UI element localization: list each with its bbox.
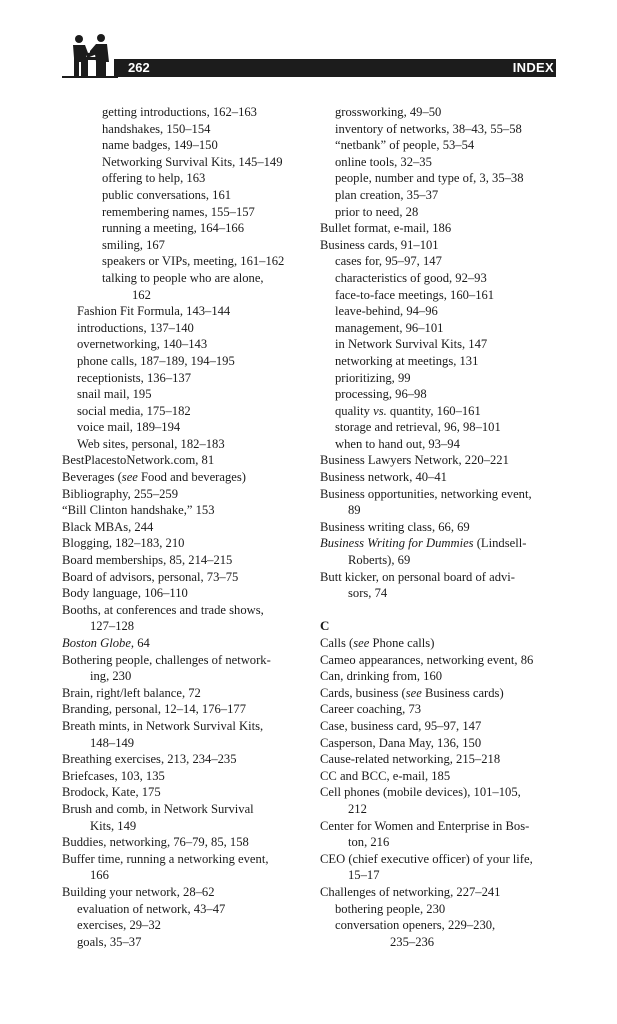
- index-entry: receptionists, 136–137: [77, 370, 192, 385]
- index-entry: storage and retrieval, 96, 98–101: [335, 420, 501, 435]
- index-entry: Casperson, Dana May, 136, 150: [320, 735, 482, 750]
- index-entry: remembering names, 155–157: [102, 204, 255, 219]
- index-entry: 235–236: [390, 934, 435, 949]
- header-bar: [114, 59, 556, 77]
- index-entry: sors, 74: [348, 586, 388, 601]
- index-entry: Brush and comb, in Network Survival: [62, 801, 254, 816]
- index-entry: conversation openers, 229–230,: [335, 918, 496, 933]
- index-entry: Bothering people, challenges of network-: [62, 652, 271, 667]
- page-number: 262: [128, 60, 150, 75]
- index-entry: characteristics of good, 92–93: [335, 270, 487, 285]
- index-entry: handshakes, 150–154: [102, 121, 211, 136]
- index-entry: Can, drinking from, 160: [320, 669, 443, 684]
- index-entry: grossworking, 49–50: [335, 105, 442, 119]
- index-entry: face-to-face meetings, 160–161: [335, 287, 495, 302]
- index-entry: Breath mints, in Network Survival Kits,: [62, 718, 264, 733]
- index-entry: Kits, 149: [90, 818, 137, 833]
- index-entry: public conversations, 161: [102, 187, 232, 202]
- index-entry: 89: [348, 503, 361, 518]
- index-entry: Business Writing for Dummies (Lindsell-: [320, 536, 527, 551]
- page-header: [62, 30, 556, 78]
- index-entry: 148–149: [90, 735, 135, 750]
- index-entry: Booths, at conferences and trade shows,: [62, 602, 264, 617]
- index-entry: offering to help, 163: [102, 171, 206, 186]
- index-entry: quality vs. quantity, 160–161: [335, 403, 481, 418]
- index-entry: cases for, 95–97, 147: [335, 254, 442, 269]
- index-entry: CC and BCC, e-mail, 185: [320, 768, 451, 783]
- index-entry: Cell phones (mobile devices), 101–105,: [320, 785, 521, 800]
- index-entry: exercises, 29–32: [77, 918, 161, 933]
- section-title: INDEX: [512, 60, 554, 75]
- index-entry: Bibliography, 255–259: [62, 486, 179, 501]
- index-entry: Challenges of networking, 227–241: [320, 884, 501, 899]
- index-entry: Fashion Fit Formula, 143–144: [77, 304, 231, 319]
- index-entry: Board of advisors, personal, 73–75: [62, 569, 239, 584]
- index-entry: Career coaching, 73: [320, 702, 422, 717]
- index-entry: overnetworking, 140–143: [77, 337, 208, 352]
- index-entry: online tools, 32–35: [335, 154, 432, 169]
- index-entry: Business Lawyers Network, 220–221: [320, 453, 509, 468]
- index-entry: Calls (see Phone calls): [320, 636, 435, 650]
- index-entry: ing, 230: [90, 669, 132, 684]
- index-entry: running a meeting, 164–166: [102, 221, 245, 236]
- index-entry: Branding, personal, 12–14, 176–177: [62, 702, 246, 717]
- index-entry: Butt kicker, on personal board of advi-: [320, 569, 515, 584]
- index-entry: Networking Survival Kits, 145–149: [102, 154, 283, 169]
- index-entry: 162: [132, 287, 151, 302]
- index-entry: “Bill Clinton handshake,” 153: [62, 503, 215, 518]
- index-entry: people, number and type of, 3, 35–38: [335, 171, 524, 186]
- index-letter-heading: C: [320, 618, 330, 634]
- index-entry: 127–128: [90, 619, 135, 634]
- index-entry: Breathing exercises, 213, 234–235: [62, 752, 237, 767]
- index-entry: bothering people, 230: [335, 901, 446, 916]
- index-column-left: [62, 104, 312, 950]
- index-entry: Board memberships, 85, 214–215: [62, 553, 233, 568]
- index-entry: BestPlacestoNetwork.com, 81: [62, 453, 215, 468]
- index-entry: goals, 35–37: [77, 934, 142, 949]
- index-entry: Beverages (see Food and beverages): [62, 470, 246, 485]
- index-entry: smiling, 167: [102, 237, 165, 252]
- index-entry: introductions, 137–140: [77, 320, 194, 335]
- handshake-people-icon: [62, 30, 118, 78]
- index-entry: Cameo appearances, networking event, 86: [320, 652, 534, 667]
- index-entry: Body language, 106–110: [62, 586, 188, 601]
- index-entry: processing, 96–98: [335, 387, 427, 402]
- index-entry: Brain, right/left balance, 72: [62, 685, 201, 700]
- index-entry: Business network, 40–41: [320, 470, 447, 485]
- index-entry: talking to people who are alone,: [102, 270, 264, 285]
- index-column-right: [320, 104, 560, 950]
- index-entry: ton, 216: [348, 835, 390, 850]
- index-entry: when to hand out, 93–94: [335, 436, 460, 451]
- index-entry: networking at meetings, 131: [335, 353, 479, 368]
- index-entry: 166: [90, 868, 109, 883]
- index-entry: Cause-related networking, 215–218: [320, 752, 501, 767]
- index-entry: 15–17: [348, 868, 380, 883]
- index-entry: Case, business card, 95–97, 147: [320, 718, 482, 733]
- index-entry: Building your network, 28–62: [62, 884, 215, 899]
- index-entry: name badges, 149–150: [102, 138, 218, 153]
- index-entry: Business opportunities, networking event,: [320, 486, 532, 501]
- index-entry: Buffer time, running a networking event,: [62, 851, 269, 866]
- index-entry: leave-behind, 94–96: [335, 304, 438, 319]
- index-entry: CEO (chief executive officer) of your life,: [320, 851, 533, 866]
- index-entry: evaluation of network, 43–47: [77, 901, 226, 916]
- index-entry: getting introductions, 162–163: [102, 105, 257, 119]
- index-entry: Cards, business (see Business cards): [320, 685, 504, 700]
- index-entry: Black MBAs, 244: [62, 519, 154, 534]
- index-entry: inventory of networks, 38–43, 55–58: [335, 121, 522, 136]
- index-entry: plan creation, 35–37: [335, 187, 439, 202]
- index-entry: Business writing class, 66, 69: [320, 519, 470, 534]
- index-entry: Boston Globe, 64: [62, 636, 150, 650]
- index-entry: “netbank” of people, 53–54: [335, 138, 475, 153]
- index-spacer: [320, 602, 560, 619]
- index-entry: voice mail, 189–194: [77, 420, 181, 435]
- index-entry: Brodock, Kate, 175: [62, 785, 161, 800]
- index-entry: Blogging, 182–183, 210: [62, 536, 185, 551]
- index-entry: Roberts), 69: [348, 553, 411, 568]
- index-entry: Business cards, 91–101: [320, 237, 439, 252]
- index-entry: speakers or VIPs, meeting, 161–162: [102, 254, 285, 269]
- index-entry: in Network Survival Kits, 147: [335, 337, 488, 352]
- index-entry: Bullet format, e-mail, 186: [320, 221, 452, 236]
- index-entry: 212: [348, 801, 367, 816]
- index-entry: social media, 175–182: [77, 403, 191, 418]
- index-entry: snail mail, 195: [77, 387, 152, 402]
- index-entry: prioritizing, 99: [335, 370, 411, 385]
- index-entry: Center for Women and Enterprise in Bos-: [320, 818, 530, 833]
- index-entry: management, 96–101: [335, 320, 444, 335]
- index-entry: Buddies, networking, 76–79, 85, 158: [62, 835, 249, 850]
- index-entry: phone calls, 187–189, 194–195: [77, 353, 235, 368]
- index-entry: Briefcases, 103, 135: [62, 768, 165, 783]
- index-entry: Web sites, personal, 182–183: [77, 436, 225, 451]
- index-entry: prior to need, 28: [335, 204, 419, 219]
